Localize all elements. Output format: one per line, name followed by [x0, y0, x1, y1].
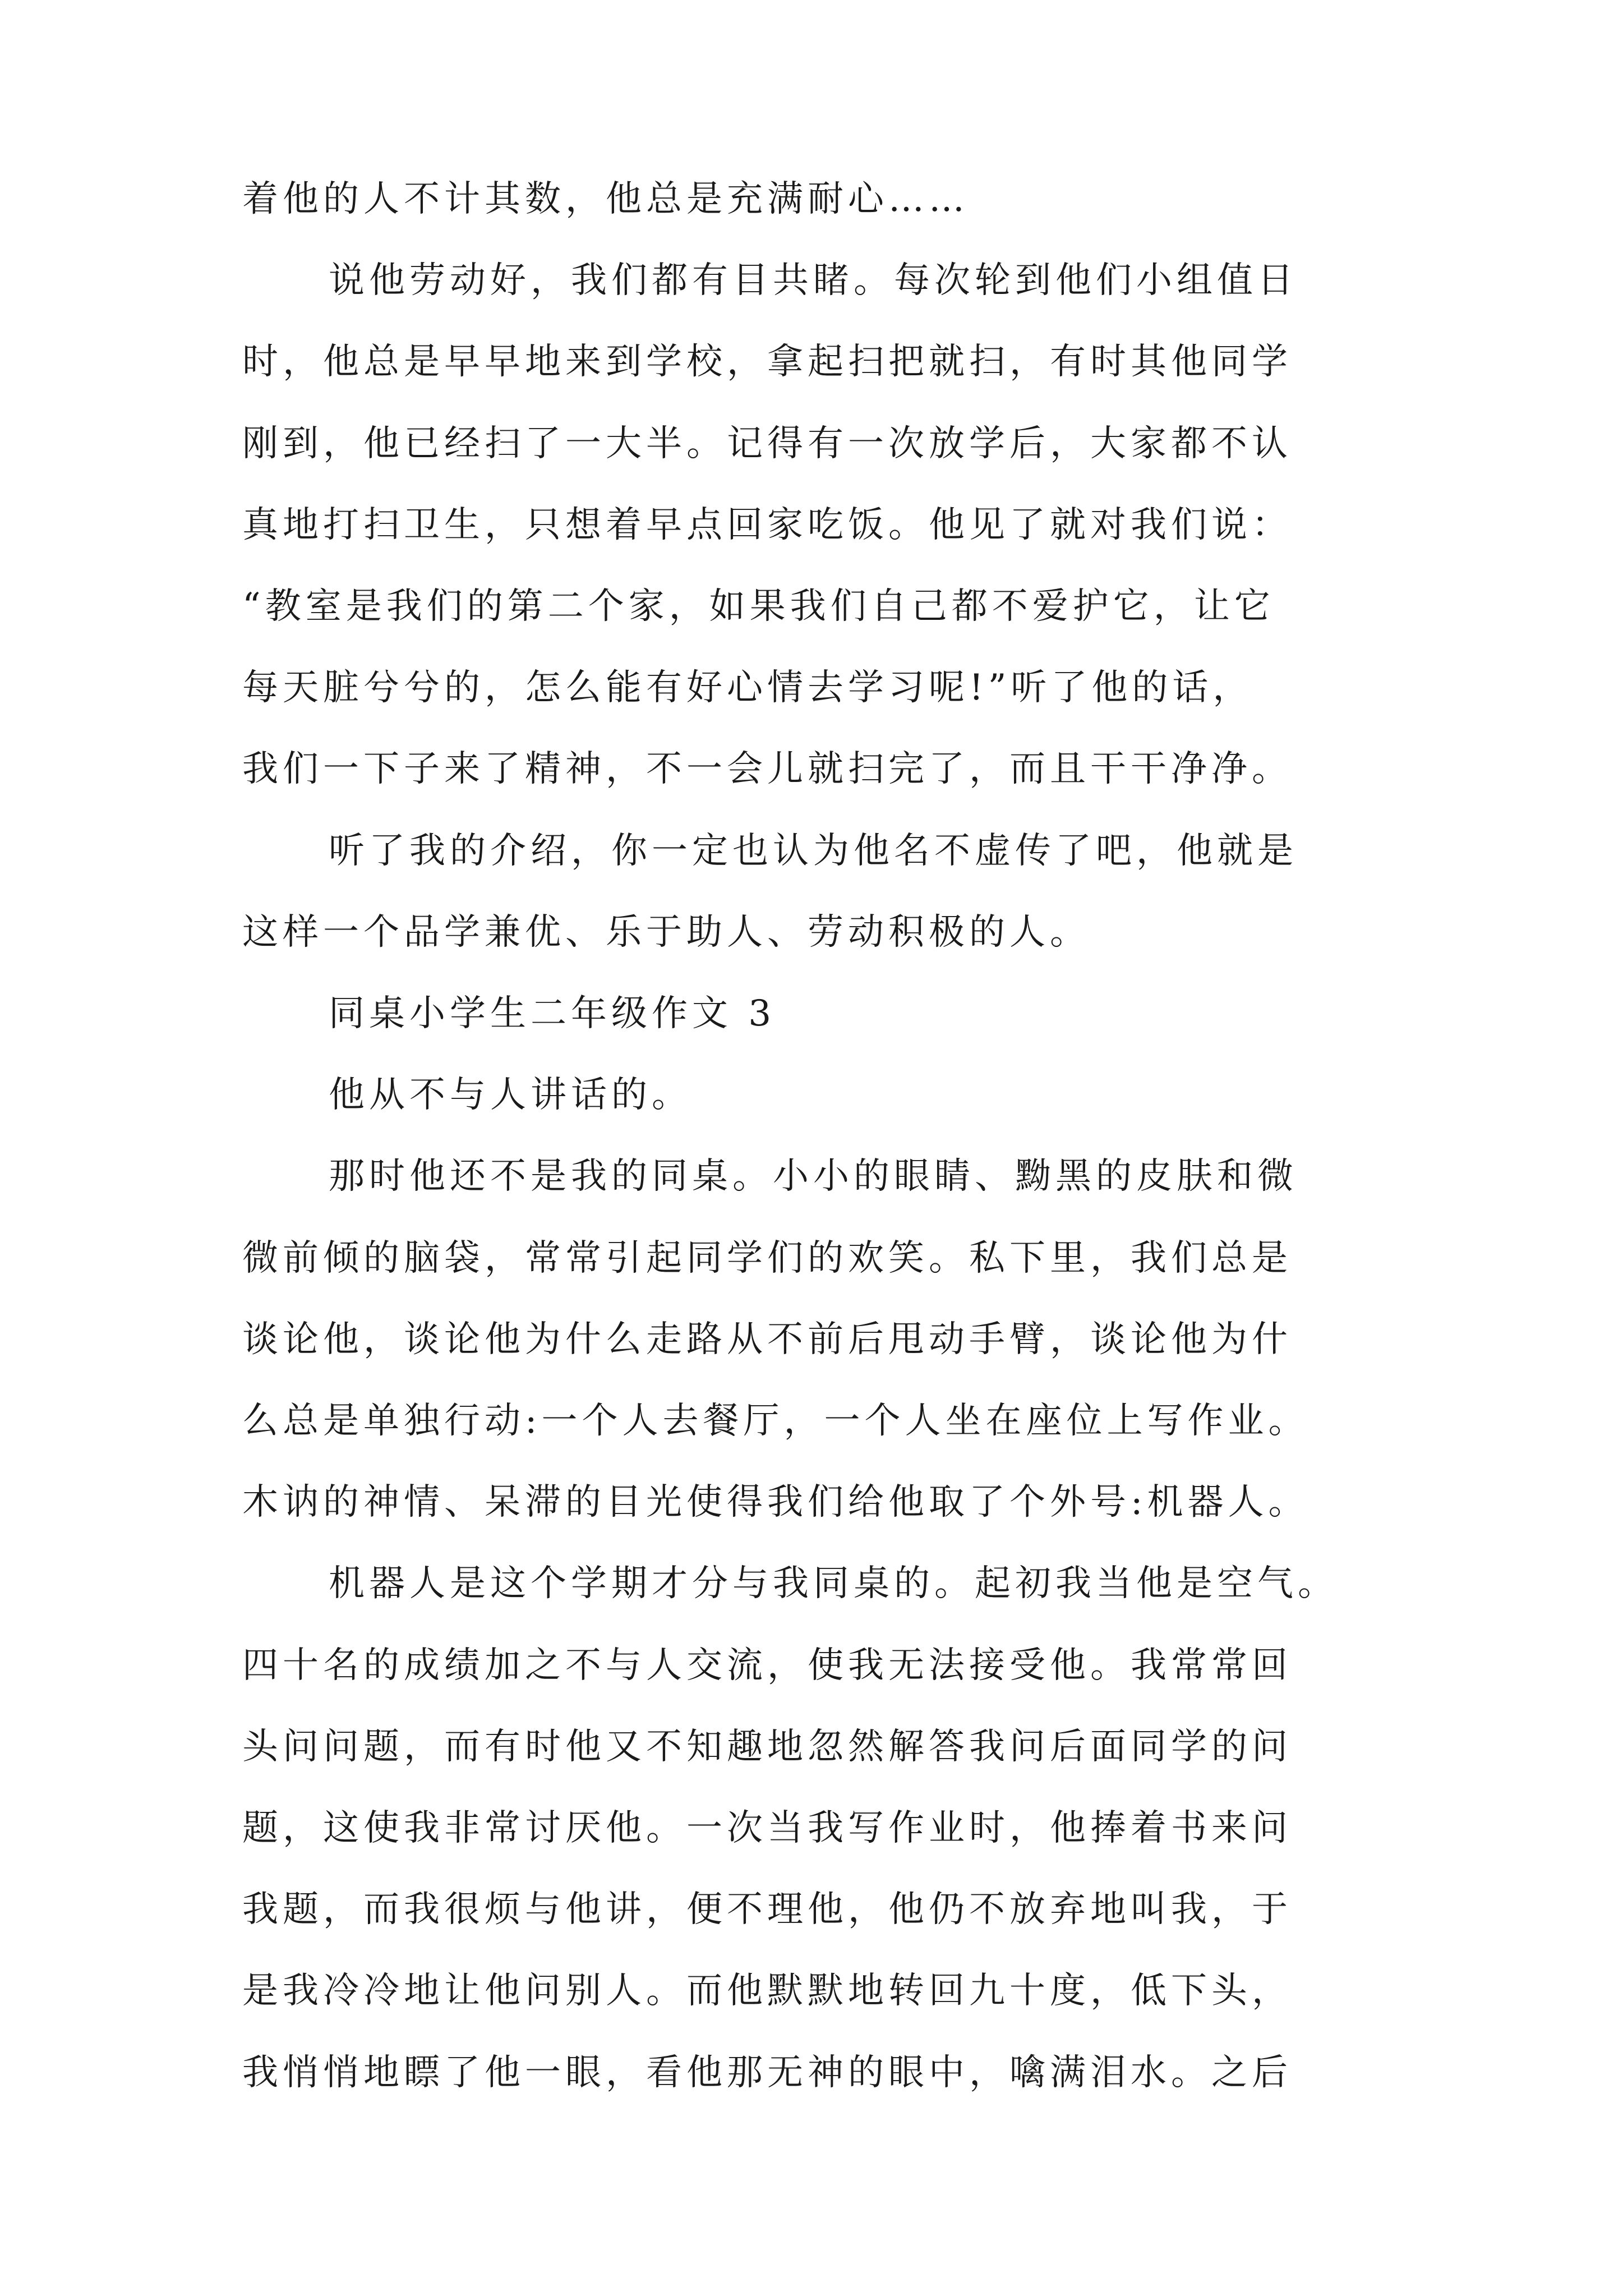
- line-text: 题，这使我非常讨厌他。一次当我写作业时，他捧着书来问: [242, 1807, 1292, 1849]
- line-text: 听了我的介绍，你一定也认为他名不虚传了吧，他就是: [329, 830, 1298, 872]
- paragraph-line: [242, 1952, 1623, 2030]
- line-text: 木讷的神情、呆滞的目光使得我们给他取了个外号:机器人。: [242, 1481, 1309, 1524]
- paragraph-line: [242, 893, 1623, 972]
- paragraph-first-line: [329, 1544, 1623, 1623]
- line-text: 么总是单独行动:一个人去餐厅，一个人坐在座位上写作业。: [242, 1400, 1309, 1442]
- paragraph-line: [242, 730, 1623, 808]
- paragraph-line: [242, 1219, 1623, 1297]
- line-text: 头问问题，而有时他又不知趣地忽然解答我问后面同学的问: [242, 1726, 1292, 1768]
- paragraph-line: [242, 2033, 1623, 2112]
- line-text: 我们一下子来了精神，不一会儿就扫完了，而且干干净净。: [242, 748, 1292, 790]
- line-text: 谈论他，谈论他为什么走路从不前后甩动手臂，谈论他为什: [242, 1318, 1292, 1360]
- line-text: 机器人是这个学期才分与我同桌的。起初我当他是空气。: [329, 1563, 1338, 1605]
- paragraph-first-line: [329, 1137, 1623, 1216]
- paragraph-line: [242, 648, 1623, 727]
- paragraph-line: [242, 1789, 1623, 1867]
- line-text: 这样一个品学兼优、乐于助人、劳动积极的人。: [242, 911, 1090, 953]
- line-text: 那时他还不是我的同桌。小小的眼睛、黝黑的皮肤和微: [329, 1156, 1298, 1198]
- paragraph-line: [242, 1463, 1623, 1542]
- paragraph-line: [242, 160, 1623, 238]
- line-text: “教室是我们的第二个家，如果我们自己都不爱护它，让它: [242, 586, 1275, 627]
- line-text: 时，他总是早早地来到学校，拿起扫把就扫，有时其他同学: [242, 341, 1292, 383]
- line-text: 同桌小学生二年级作文 3: [329, 993, 776, 1034]
- paragraph-first-line: [329, 241, 1623, 320]
- paragraph-line: [242, 1870, 1623, 1949]
- paragraph-line: [242, 404, 1623, 483]
- line-text: 我悄悄地瞟了他一眼，看他那无神的眼中，噙满泪水。之后: [242, 2051, 1292, 2093]
- line-text: 四十名的成绩加之不与人交流，使我无法接受他。我常常回: [242, 1644, 1292, 1686]
- line-text: 真地打扫卫生，只想着早点回家吃饭。他见了就对我们说：: [242, 504, 1292, 546]
- paragraph-first-line: [329, 812, 1623, 890]
- paragraph-line: [242, 323, 1623, 401]
- paragraph-line: [242, 1708, 1623, 1786]
- paragraph-first-line: [329, 1056, 1623, 1134]
- line-text: 微前倾的脑袋，常常引起同学们的欢笑。私下里，我们总是: [242, 1237, 1292, 1279]
- line-text: 刚到，他已经扫了一大半。记得有一次放学后，大家都不认: [242, 422, 1292, 464]
- line-text: 是我冷冷地让他问别人。而他默默地转回九十度，低下头，: [242, 1970, 1292, 2012]
- paragraph-line: [242, 567, 1623, 646]
- paragraph-line: [242, 1626, 1623, 1705]
- line-text: 每天脏兮兮的，怎么能有好心情去学习呢!”听了他的话，: [242, 667, 1253, 709]
- paragraph-line: [242, 1300, 1623, 1379]
- line-text: 说他劳动好，我们都有目共睹。每次轮到他们小组值日: [329, 260, 1298, 302]
- paragraph-first-line: [329, 974, 1623, 1053]
- line-text: 我题，而我很烦与他讲，便不理他，他仍不放弃地叫我，于: [242, 1889, 1292, 1931]
- line-text: 他从不与人讲话的。: [329, 1074, 692, 1116]
- line-text: 着他的人不计其数，他总是充满耐心……: [242, 178, 969, 220]
- paragraph-line: [242, 1382, 1623, 1460]
- paragraph-line: [242, 486, 1623, 564]
